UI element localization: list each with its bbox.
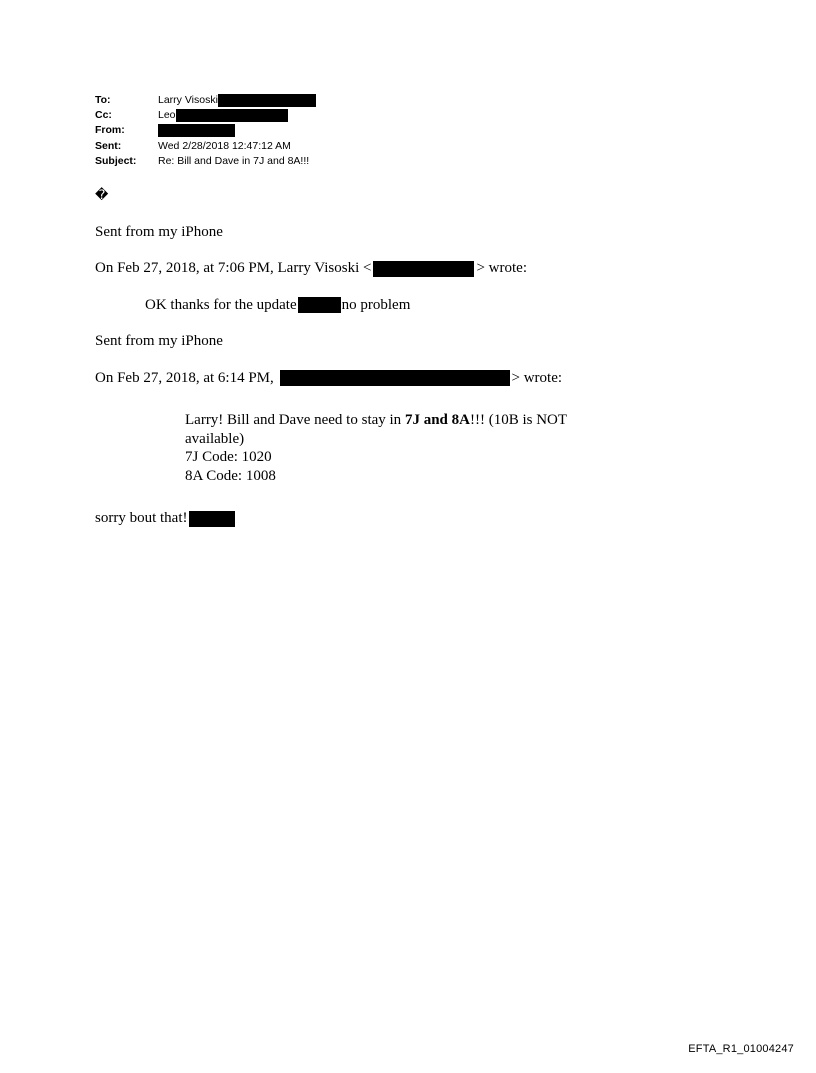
header-row-cc — [95, 108, 655, 123]
header-label-from: From: — [95, 124, 125, 137]
email-body — [95, 186, 735, 546]
header-label-subject: Subject: — [95, 154, 137, 167]
header-value-sent — [158, 139, 291, 154]
quoted-message-2-line-4: 8A Code: 1008 — [185, 467, 276, 484]
reply-2-sender-redaction — [280, 370, 510, 386]
quoted-message-1 — [145, 296, 735, 315]
placeholder-glyph: � — [95, 187, 109, 202]
quoted-message-1-post: no problem — [341, 296, 411, 313]
quoted-message-2-line-1-post: !!! (10B is NOT — [469, 412, 568, 428]
reply-header-1-post: > wrote: — [476, 260, 527, 276]
cc-redaction — [176, 109, 288, 122]
email-header — [95, 93, 655, 169]
quoted-message-2-line-1 — [185, 411, 735, 430]
header-value-to — [158, 93, 316, 108]
header-row-from — [95, 123, 655, 138]
header-value-from — [158, 124, 235, 137]
signature-line-1: Sent from my iPhone — [95, 223, 223, 240]
header-label-sent: Sent: — [95, 139, 122, 152]
reply-header-1-pre: On Feb 27, 2018, at 7:06 PM, Larry Visoski < — [95, 260, 372, 276]
header-value-sent-text: Wed 2/28/2018 12:47:12 AM — [158, 139, 291, 152]
from-redaction — [158, 124, 235, 137]
reply-header-2-post: > wrote: — [511, 369, 563, 386]
header-value-subject — [158, 154, 309, 169]
header-row-to — [95, 93, 655, 108]
reply-1-email-redaction — [373, 261, 474, 277]
quoted-message-2-line-1-pre: Larry! Bill and Dave need to stay in — [185, 412, 405, 428]
quoted-message-2-line-2: available) — [185, 430, 245, 447]
quoted-message-2 — [185, 411, 735, 485]
quote-1-name-redaction — [298, 297, 341, 313]
header-value-cc — [158, 108, 288, 123]
header-value-cc-text: Leo — [158, 109, 176, 122]
quoted-message-2-line-3: 7J Code: 1020 — [185, 449, 272, 465]
reply-header-2-pre: On Feb 27, 2018, at 6:14 PM, — [95, 369, 278, 386]
header-label-cc: Cc: — [95, 109, 112, 122]
closing-redaction — [189, 511, 235, 527]
reply-header-1 — [95, 259, 735, 278]
header-label-to: To: — [95, 94, 111, 106]
header-value-subject-text: Re: Bill and Dave in 7J and 8A!!! — [158, 154, 310, 167]
closing-line-text: sorry bout that! — [95, 510, 188, 526]
header-row-sent — [95, 139, 655, 154]
quoted-message-1-pre: OK thanks for the update — [145, 296, 297, 313]
room-numbers: 7J and 8A — [404, 412, 470, 428]
signature-line-2: Sent from my iPhone — [95, 333, 223, 349]
closing-line — [95, 509, 735, 528]
bates-number: EFTA_R1_01004247 — [688, 1043, 794, 1055]
reply-header-2 — [95, 369, 735, 388]
header-row-subject — [95, 154, 655, 169]
header-value-to-text: Larry Visoski — [158, 94, 218, 106]
to-redaction — [218, 94, 316, 107]
